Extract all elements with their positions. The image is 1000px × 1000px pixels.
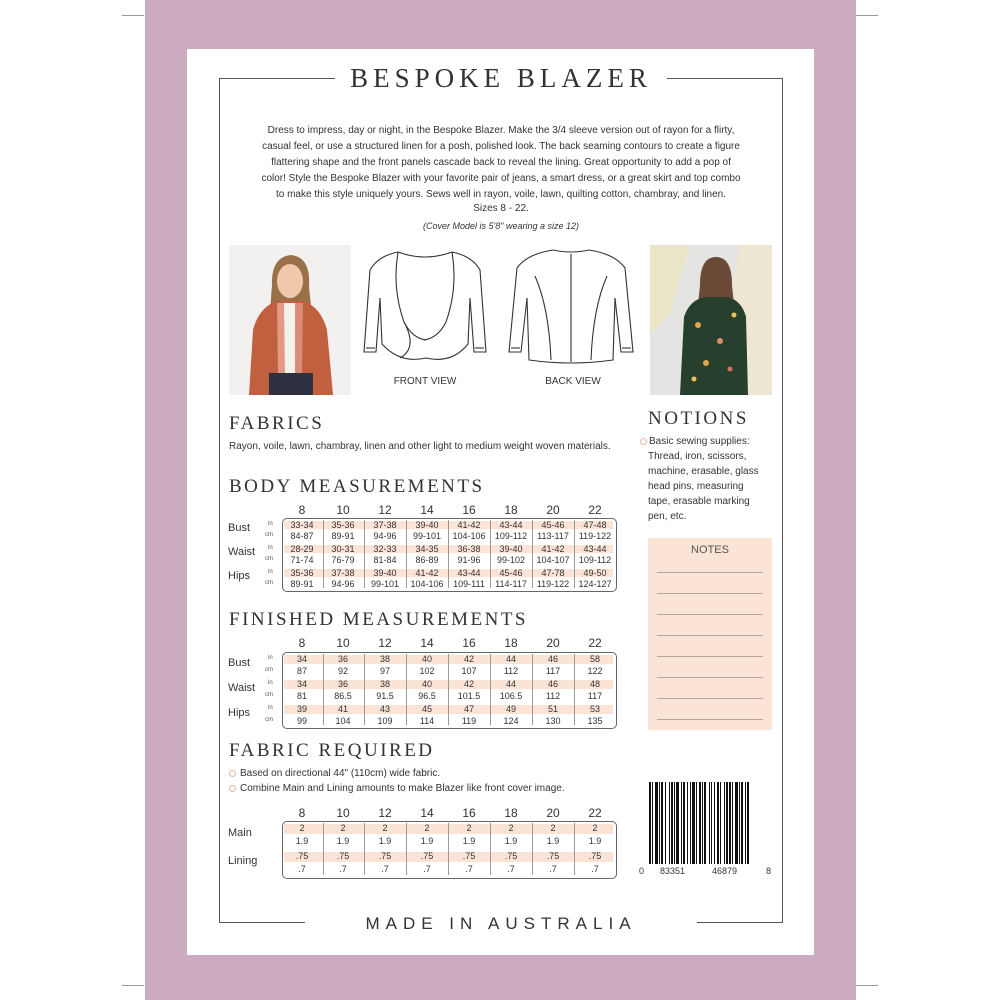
fabrics-text: Rayon, voile, lawn, chambray, linen and other light to medium weight woven materials.: [229, 441, 611, 452]
body-cell: 35-36: [290, 568, 314, 578]
finished-cell: 107: [461, 665, 477, 676]
size-header: 16: [462, 503, 476, 517]
fabric_required-divider: [448, 823, 449, 875]
fabric_required-cell: 1.9: [504, 836, 518, 846]
finished-cell: 40: [421, 654, 432, 664]
size-header: 20: [546, 503, 560, 517]
size-header: 16: [462, 636, 476, 650]
body-cell: 109-112: [578, 555, 612, 565]
finished-row-label: Bust: [228, 656, 251, 669]
crop-mark: [856, 985, 878, 986]
body-cell: 99-102: [496, 555, 526, 565]
finished-cell: 44: [505, 654, 516, 664]
body-cell: 39-40: [415, 520, 439, 530]
fabric_required-cell: 1.9: [462, 836, 476, 846]
finished-cell: 97: [379, 665, 390, 676]
body-cell: 41-42: [415, 568, 439, 578]
back-view-label: BACK VIEW: [545, 376, 601, 387]
notions-line: head pins, measuring: [648, 481, 744, 492]
size-header: 22: [588, 806, 602, 820]
finished-divider: [323, 654, 324, 725]
fabric_required-divider: [490, 823, 491, 875]
fabric_required-cell: 2: [299, 823, 305, 833]
size-header: 10: [336, 503, 350, 517]
finished-cell: 130: [545, 715, 561, 726]
finished-cell: 104: [335, 715, 351, 726]
size-header: 8: [298, 636, 306, 650]
description-line: Dress to impress, day or night, in the Bespoke Blazer. Make the 3/4 sleeve version out of rayon for a flirty,: [267, 125, 735, 136]
body-cell: 81-84: [373, 555, 397, 565]
body-cell: 49-50: [583, 568, 607, 578]
size-header: 8: [298, 503, 306, 517]
body-cell: 35-36: [331, 520, 355, 530]
fabric_required-cell: .7: [507, 864, 515, 874]
body-cell: 124-127: [578, 579, 612, 589]
body-cell: 89-91: [331, 531, 355, 541]
unit-label: in: [268, 705, 273, 711]
body-cell: 41-42: [457, 520, 481, 530]
notes-line: [657, 656, 763, 657]
size-header: 10: [336, 806, 350, 820]
size-header: 12: [378, 636, 392, 650]
fabrics-heading: FABRICS: [229, 413, 325, 434]
finished-cell: 48: [589, 679, 600, 689]
notes-label: NOTES: [691, 544, 729, 556]
fabric_required-cell: .75: [336, 851, 350, 861]
body-cell: 37-38: [373, 520, 397, 530]
size-header: 18: [504, 636, 518, 650]
unit-label: in: [268, 569, 273, 575]
unit-label: in: [268, 680, 273, 686]
body-row-label: Hips: [228, 570, 251, 582]
finished-cell: 112: [503, 665, 519, 676]
finished-cell: 36: [337, 654, 348, 664]
fabric_required-cell: 2: [382, 823, 388, 833]
finished-cell: 135: [587, 715, 603, 726]
finished-divider: [364, 654, 365, 725]
fabric_required-cell: 2: [508, 823, 514, 833]
size-header: 22: [588, 503, 602, 517]
finished-cell: 101.5: [457, 690, 481, 701]
finished-cell: 41: [337, 704, 348, 714]
fabric_required-cell: .7: [591, 864, 599, 874]
body-divider: [448, 520, 449, 588]
size-header: 12: [378, 503, 392, 517]
unit-label: cm: [265, 580, 273, 586]
fabric_required-cell: .75: [504, 851, 518, 861]
finished-cell: 117: [545, 665, 561, 676]
finished-cell: 38: [379, 679, 390, 689]
body-cell: 43-44: [457, 568, 481, 578]
finished-cell: 58: [589, 654, 600, 664]
body-cell: 39-40: [499, 544, 523, 554]
body-cell: 32-33: [373, 544, 397, 554]
body-cell: 99-101: [412, 531, 442, 541]
fabric_required-cell: 2: [424, 823, 430, 833]
finished-row-label: Hips: [228, 706, 251, 719]
model-photo-front: [229, 245, 351, 395]
crop-mark: [122, 985, 144, 986]
unit-label: cm: [265, 556, 273, 562]
fabric_required-cell: .75: [462, 851, 476, 861]
fabric_required-cell: .7: [298, 864, 306, 874]
finished-divider: [448, 654, 449, 725]
fabric_required-divider: [532, 823, 533, 875]
body-cell: 91-96: [457, 555, 481, 565]
body-cell: 33-34: [290, 520, 314, 530]
size-header: 20: [546, 806, 560, 820]
body-cell: 104-106: [410, 579, 444, 589]
size-header: 18: [504, 806, 518, 820]
fabric_required-cell: .75: [546, 851, 560, 861]
finished-divider: [406, 654, 407, 725]
body-divider: [364, 520, 365, 588]
crop-mark: [122, 15, 144, 16]
unit-label: in: [268, 545, 273, 551]
body-cell: 71-74: [290, 555, 314, 565]
front-view-sketch: [360, 248, 490, 376]
finished-cell: 99: [296, 715, 307, 726]
finished-cell: 36: [337, 679, 348, 689]
body-divider: [532, 520, 533, 588]
barcode-digit: 83351: [660, 866, 686, 876]
fabric_required-cell: .75: [378, 851, 392, 861]
size-header: 10: [336, 636, 350, 650]
finished-measurements-heading: FINISHED MEASUREMENTS: [229, 609, 528, 630]
fabric_required-cell: .7: [381, 864, 389, 874]
fabric_required-cell: 2: [340, 823, 346, 833]
finished-cell: 39: [296, 704, 307, 714]
notes-line: [657, 677, 763, 678]
size-header: 22: [588, 636, 602, 650]
description: [228, 123, 774, 203]
finished-cell: 86.5: [334, 690, 352, 701]
finished-cell: 92: [337, 665, 348, 676]
finished-cell: 81: [296, 690, 307, 701]
finished-divider: [532, 654, 533, 725]
front-view-label: FRONT VIEW: [393, 376, 457, 387]
finished-cell: 46: [547, 654, 558, 664]
made-in-australia: MADE IN AUSTRALIA: [305, 909, 697, 939]
finished-cell: 44: [505, 679, 516, 689]
finished-row-label: Waist: [228, 681, 256, 694]
body-cell: 119-122: [578, 531, 612, 541]
body-measurements-heading: BODY MEASUREMENTS: [229, 476, 485, 497]
body-cell: 86-89: [415, 555, 439, 565]
bullet-icon: [640, 438, 647, 445]
finished-cell: 87: [296, 665, 307, 676]
fabric_required-cell: .7: [423, 864, 431, 874]
body-cell: 47-48: [583, 520, 607, 530]
fabric_required-cell: 1.9: [546, 836, 560, 846]
size-header: 12: [378, 806, 392, 820]
notes-line: [657, 698, 763, 699]
fabric_required-cell: 2: [550, 823, 556, 833]
crop-mark: [856, 15, 878, 16]
fabric_required-cell: 1.9: [588, 836, 602, 846]
description-line: casual feel, or use a structured linen for a posh, polished look. The back seaming contours to create a figure: [262, 141, 740, 152]
finished-cell: 112: [545, 690, 561, 701]
barcode-digit: 8: [766, 866, 772, 876]
fabric_required-row-label: Lining: [228, 855, 258, 867]
fabric-note-text: Combine Main and Lining amounts to make Blazer like front cover image.: [240, 783, 565, 794]
body-cell: 104-107: [536, 555, 570, 565]
notions-heading: NOTIONS: [648, 408, 749, 429]
body-cell: 47-78: [541, 568, 565, 578]
body-cell: 43-44: [583, 544, 607, 554]
size-header: 16: [462, 806, 476, 820]
bullet-icon: [229, 770, 236, 777]
body-divider: [490, 520, 491, 588]
back-view-sketch: [505, 248, 637, 376]
finished-cell: 49: [505, 704, 516, 714]
finished-cell: 34: [296, 654, 307, 664]
unit-label: cm: [265, 716, 273, 723]
finished-cell: 114: [419, 715, 435, 726]
fabric_required-row-label: Main: [228, 827, 252, 839]
finished-cell: 51: [547, 704, 558, 714]
fabric_required-cell: .75: [420, 851, 434, 861]
notions-text: Basic sewing supplies:: [649, 436, 750, 447]
barcode-digit: 0: [639, 866, 645, 876]
notes-line: [657, 572, 763, 573]
finished-cell: 102: [419, 665, 435, 676]
body-cell: 99-101: [370, 579, 400, 589]
body-cell: 94-96: [331, 579, 355, 589]
body-row-label: Waist: [228, 546, 256, 558]
notions-line: machine, erasable, glass: [648, 466, 759, 477]
barcode-digit: 46879: [712, 866, 738, 876]
fabric_required-cell: 1.9: [420, 836, 434, 846]
body-cell: 89-91: [290, 579, 314, 589]
notions-list: [640, 434, 778, 524]
body-cell: 37-38: [331, 568, 355, 578]
body-cell: 84-87: [290, 531, 314, 541]
body-cell: 34-35: [415, 544, 439, 554]
finished-cell: 122: [587, 665, 603, 676]
notes-line: [657, 593, 763, 594]
body-cell: 41-42: [541, 544, 565, 554]
unit-label: cm: [265, 691, 273, 698]
barcode: [647, 782, 773, 864]
notes-line: [657, 614, 763, 615]
description-line: to make this style uniquely yours. Sews well in rayon, voile, lawn, quilting cotton, chambray, and linen.: [275, 189, 727, 200]
body-cell: 30-31: [331, 544, 355, 554]
notes-line: [657, 719, 763, 720]
body-cell: 45-46: [499, 568, 523, 578]
unit-label: cm: [265, 532, 273, 538]
fabric-note-text: Based on directional 44" (110cm) wide fabric.: [240, 768, 441, 779]
finished-cell: 96.5: [418, 690, 436, 701]
model-note: (Cover Model is 5'8" wearing a size 12): [423, 221, 579, 231]
body-cell: 114-117: [495, 579, 527, 589]
finished-cell: 46: [547, 679, 558, 689]
finished-cell: 42: [463, 679, 474, 689]
description-line: flattering shape and the front panels cascade back to reveal the lining. Great opportunity to add a pop of: [271, 157, 731, 168]
fabric_required-divider: [574, 823, 575, 875]
body-divider: [574, 520, 575, 588]
fabric_required-cell: 1.9: [336, 836, 350, 846]
model-photo-back: [650, 245, 772, 395]
fabric-note: [229, 768, 440, 779]
fabric_required-cell: .7: [549, 864, 557, 874]
finished-divider: [490, 654, 491, 725]
body-cell: 109-111: [453, 579, 485, 589]
body-divider: [323, 520, 324, 588]
finished-cell: 109: [377, 715, 393, 726]
body-cell: 104-106: [452, 531, 486, 541]
body-cell: 76-79: [331, 555, 355, 565]
fabric_required-cell: .75: [295, 851, 309, 861]
size-header: 14: [420, 503, 434, 517]
fabric_required-cell: .75: [588, 851, 602, 861]
finished-cell: 53: [589, 704, 600, 714]
notes-box: [648, 538, 772, 730]
body-cell: 43-44: [499, 520, 523, 530]
finished-cell: 40: [421, 679, 432, 689]
fabric_required-cell: .7: [465, 864, 473, 874]
sizes-range: Sizes 8 - 22.: [473, 203, 529, 214]
description-line: color! Style the Bespoke Blazer with your favorite pair of jeans, a smart dress, or a great skirt and top combo: [261, 173, 741, 184]
finished-cell: 117: [587, 690, 603, 701]
size-header: 8: [298, 806, 306, 820]
size-header: 14: [420, 636, 434, 650]
finished-cell: 34: [296, 679, 307, 689]
fabric_required-cell: 1.9: [295, 836, 309, 846]
body-cell: 113-117: [537, 531, 569, 541]
body-cell: 109-112: [494, 531, 528, 541]
size-header: 14: [420, 806, 434, 820]
finished-cell: 47: [463, 704, 474, 714]
notions-line: [640, 434, 778, 449]
finished-cell: 119: [461, 715, 477, 726]
bullet-icon: [229, 785, 236, 792]
finished-cell: 43: [379, 704, 390, 714]
finished-cell: 42: [463, 654, 474, 664]
size-header: 18: [504, 503, 518, 517]
body-cell: 39-40: [373, 568, 397, 578]
finished-cell: 45: [421, 704, 432, 714]
fabric_required-divider: [406, 823, 407, 875]
finished-cell: 91.5: [376, 690, 394, 701]
fabric_required-cell: 1.9: [378, 836, 392, 846]
finished-divider: [574, 654, 575, 725]
body-cell: 28-29: [290, 544, 314, 554]
size-header: 20: [546, 636, 560, 650]
body-row-label: Bust: [228, 522, 251, 534]
fabric-required-heading: FABRIC REQUIRED: [229, 740, 435, 761]
notes-line: [657, 635, 763, 636]
body-cell: 36-38: [457, 544, 481, 554]
body-cell: 94-96: [373, 531, 397, 541]
fabric_required-cell: .7: [339, 864, 347, 874]
unit-label: in: [268, 521, 273, 527]
body-cell: 119-122: [536, 579, 570, 589]
page-title: BESPOKE BLAZER: [335, 60, 667, 96]
fabric_required-cell: 2: [466, 823, 472, 833]
unit-label: cm: [265, 666, 273, 673]
finished-cell: 38: [379, 654, 390, 664]
finished-cell: 124: [503, 715, 519, 726]
fabric-note: [229, 783, 565, 794]
unit-label: in: [268, 655, 273, 661]
notions-line: tape, erasable marking: [648, 496, 750, 507]
body-cell: 45-46: [541, 520, 565, 530]
fabric_required-cell: 2: [592, 823, 598, 833]
fabric_required-divider: [364, 823, 365, 875]
body-divider: [406, 520, 407, 588]
fabric_required-divider: [323, 823, 324, 875]
notions-line: pen, etc.: [648, 511, 687, 522]
finished-cell: 106.5: [499, 690, 523, 701]
notions-line: Thread, iron, scissors,: [648, 451, 747, 462]
